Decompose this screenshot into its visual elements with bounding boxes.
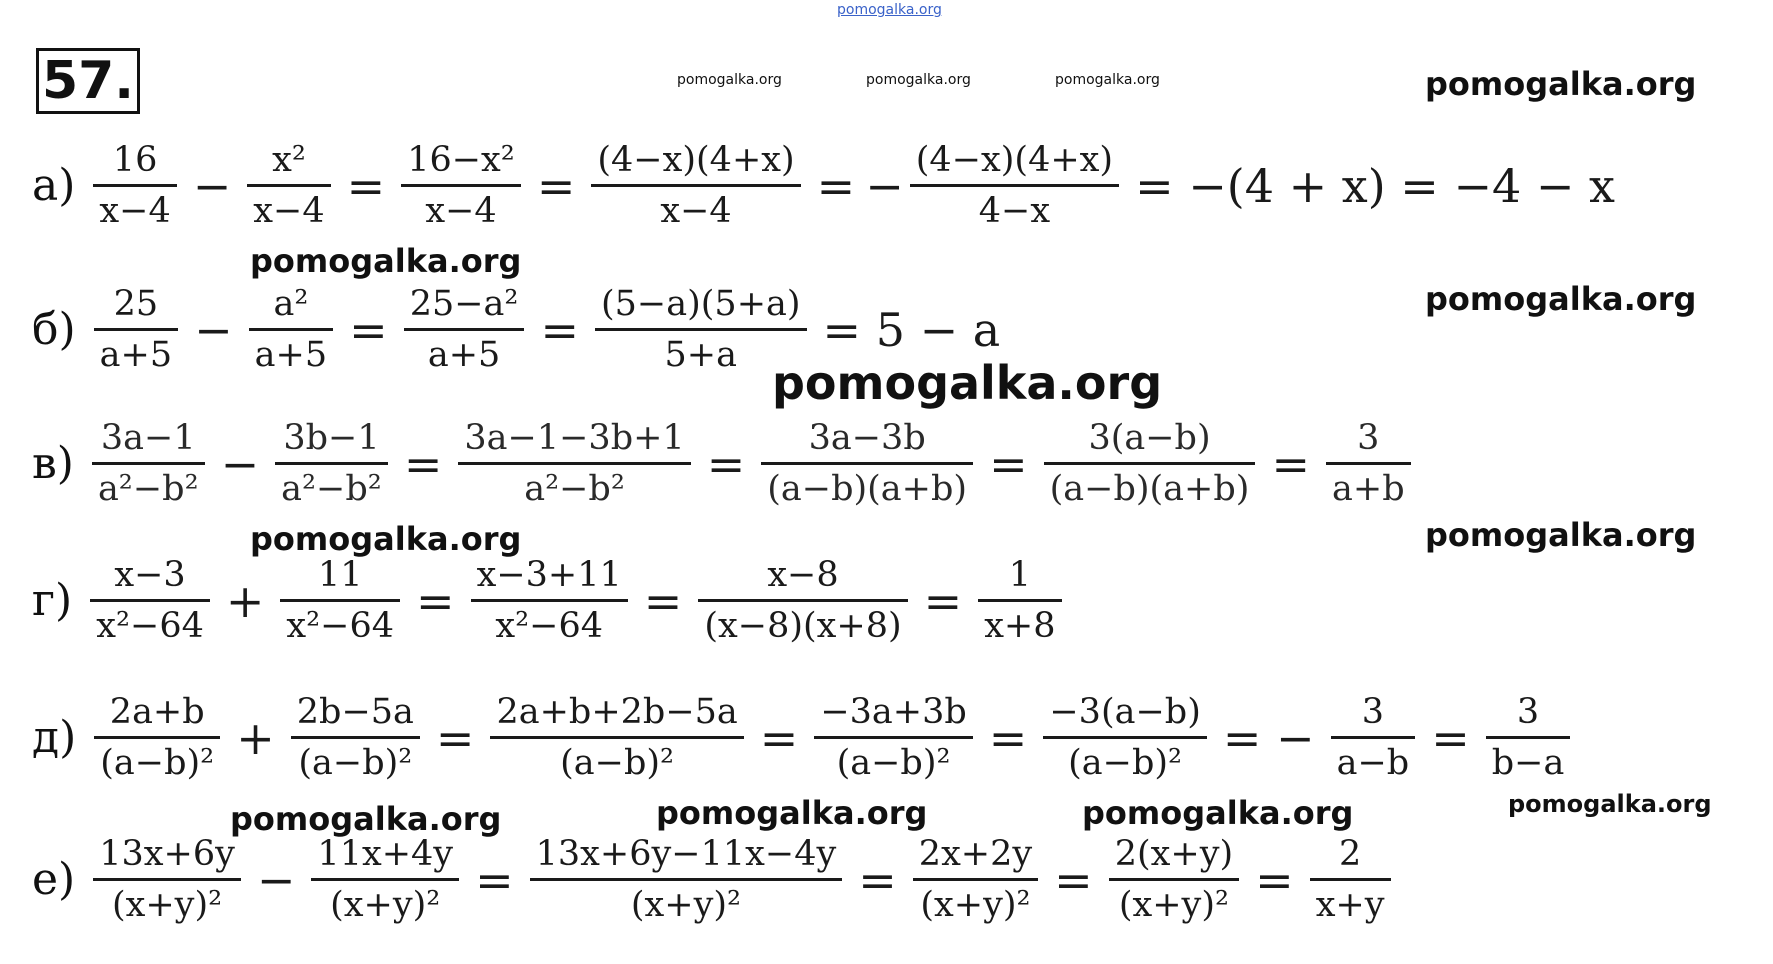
numerator: 13x+6y−11x−4y: [535, 834, 837, 874]
watermark-small: pomogalka.org: [866, 72, 971, 88]
watermark-medium: pomogalka.org: [1508, 790, 1712, 818]
denominator: a+5: [427, 335, 501, 375]
operator: −: [220, 436, 260, 491]
denominator: b−a: [1491, 743, 1565, 783]
denominator: x−4: [425, 191, 497, 231]
numerator: a²: [273, 284, 309, 324]
watermark-large: pomogalka.org: [1425, 65, 1697, 103]
operator: −: [256, 852, 296, 907]
watermark-large: pomogalka.org: [230, 800, 502, 838]
fraction: [93, 140, 176, 231]
denominator: (a−b)²: [298, 743, 413, 783]
equals-sign: =: [858, 852, 897, 907]
task-number: 57.: [36, 48, 140, 114]
fraction: [530, 834, 843, 925]
watermark-large: pomogalka.org: [1425, 280, 1697, 318]
denominator: a²−b²: [524, 469, 625, 509]
denominator: x−4: [99, 191, 171, 231]
equals-sign: =: [1271, 436, 1310, 491]
fraction: [1331, 692, 1416, 783]
row-label: е): [32, 854, 76, 905]
equals-sign: =: [1431, 710, 1470, 765]
denominator: a+b: [1332, 469, 1405, 509]
fraction: [761, 418, 973, 509]
denominator: a²−b²: [281, 469, 382, 509]
fraction: [814, 692, 972, 783]
denominator: (a−b)(a+b): [1049, 469, 1250, 509]
fraction: [249, 284, 333, 375]
equation-row-d: [32, 692, 1576, 783]
numerator: (4−x)(4+x): [597, 140, 795, 180]
numerator: 3: [1361, 692, 1385, 732]
numerator: 25−a²: [409, 284, 519, 324]
denominator: x²−64: [286, 606, 395, 646]
equals-sign: =: [536, 158, 576, 213]
denominator: (x+y)²: [920, 885, 1031, 925]
numerator: x−3: [114, 555, 186, 595]
fraction: [247, 140, 330, 231]
watermark-large: pomogalka.org: [1082, 794, 1354, 832]
fraction: [978, 555, 1061, 646]
numerator: 2x+2y: [918, 834, 1033, 874]
denominator: x−4: [660, 191, 732, 231]
watermark-large: pomogalka.org: [656, 794, 928, 832]
denominator: (a−b)²: [1068, 743, 1183, 783]
fraction: [913, 834, 1038, 925]
operator: +: [225, 573, 265, 628]
numerator: 2b−5a: [296, 692, 414, 732]
equals-sign: =: [540, 302, 579, 357]
numerator: 3: [1357, 418, 1380, 458]
row-label: б): [32, 304, 76, 355]
equals-sign: =: [643, 573, 683, 628]
fraction: [471, 555, 628, 646]
equation-row-g: [32, 555, 1068, 646]
fraction: [1326, 418, 1411, 509]
watermark-xlarge: pomogalka.org: [772, 356, 1163, 410]
fraction: [275, 418, 388, 509]
numerator: 25: [113, 284, 159, 324]
fraction: [94, 284, 178, 375]
numerator: x²: [272, 140, 306, 180]
denominator: (a−b)²: [836, 743, 951, 783]
numerator: 1: [1008, 555, 1031, 595]
equation-row-b: [32, 284, 1000, 375]
denominator: x²−64: [495, 606, 604, 646]
numerator: (4−x)(4+x): [915, 140, 1114, 180]
numerator: x−3+11: [476, 555, 622, 595]
denominator: (x+y)²: [330, 885, 441, 925]
fraction: [595, 284, 807, 375]
fraction: [311, 834, 459, 925]
row-label: а): [32, 160, 76, 211]
row-label: в): [32, 438, 74, 489]
numerator: 3a−1: [100, 418, 196, 458]
equals-sign: =: [989, 436, 1028, 491]
fraction: [910, 140, 1119, 231]
equals-sign: =: [816, 158, 856, 213]
equals-sign: =: [475, 852, 514, 907]
equals-sign: =: [346, 158, 386, 213]
watermark-small: pomogalka.org: [1055, 72, 1160, 88]
denominator: (x+y)²: [111, 885, 223, 925]
denominator: a²−b²: [97, 469, 199, 509]
numerator: −3(a−b): [1049, 692, 1201, 732]
fraction: [404, 284, 525, 375]
fraction: [1044, 418, 1256, 509]
numerator: 11x+4y: [317, 834, 454, 874]
numerator: 3a−3b: [808, 418, 926, 458]
row-label: г): [32, 575, 73, 626]
fraction: [698, 555, 907, 646]
denominator: x−4: [253, 191, 325, 231]
watermark-large: pomogalka.org: [250, 520, 522, 558]
operator: −: [194, 302, 233, 357]
numerator: 3b−1: [283, 418, 380, 458]
numerator: 2a+b+2b−5a: [496, 692, 738, 732]
denominator: a−b: [1336, 743, 1410, 783]
watermark-large: pomogalka.org: [250, 242, 522, 280]
equation-row-v: [32, 418, 1417, 509]
denominator: (a−b)(a+b): [767, 469, 968, 509]
fraction: [490, 692, 743, 783]
equals-sign: =: [1255, 852, 1294, 907]
denominator: x²−64: [96, 606, 204, 646]
fraction: [291, 692, 420, 783]
numerator: 16: [112, 140, 158, 180]
equals-minus-sign: = −: [1222, 710, 1315, 765]
numerator: −3a+3b: [820, 692, 967, 732]
fraction: [90, 555, 210, 646]
fraction: [1043, 692, 1207, 783]
fraction: [280, 555, 400, 646]
watermark-top-link[interactable]: pomogalka.org: [837, 2, 942, 18]
equals-sign: =: [988, 710, 1028, 765]
denominator: (x+y)²: [630, 885, 742, 925]
equals-sign: =: [403, 436, 443, 491]
fraction: [92, 418, 205, 509]
fraction: [94, 692, 220, 783]
denominator: a+5: [99, 335, 173, 375]
result-expression: = 5 − a: [822, 302, 1001, 357]
row-label: д): [32, 712, 77, 763]
numerator: 3: [1516, 692, 1540, 732]
numerator: (5−a)(5+a): [601, 284, 801, 324]
result-expression: = −(4 + x) = −4 − x: [1135, 158, 1615, 213]
fraction: [93, 834, 241, 925]
fraction: [401, 140, 521, 231]
equals-sign: =: [706, 436, 746, 491]
denominator: 5+a: [664, 335, 737, 375]
operator: +: [236, 710, 275, 765]
numerator: 2: [1338, 834, 1362, 874]
watermark-large: pomogalka.org: [1425, 516, 1697, 554]
denominator: x+y: [1315, 885, 1385, 925]
denominator: (x+y)²: [1118, 885, 1230, 925]
fraction: [591, 140, 800, 231]
numerator: 11: [317, 555, 363, 595]
denominator: 4−x: [978, 191, 1051, 231]
equals-sign: =: [923, 573, 963, 628]
minus-sign: −: [865, 158, 904, 213]
denominator: (x−8)(x+8): [704, 606, 902, 646]
numerator: 2a+b: [109, 692, 205, 732]
numerator: 2(x+y): [1114, 834, 1234, 874]
numerator: 3a−1−3b+1: [464, 418, 685, 458]
equation-row-e: [32, 834, 1397, 925]
watermark-small: pomogalka.org: [677, 72, 782, 88]
equals-sign: =: [349, 302, 388, 357]
equals-sign: =: [416, 573, 455, 628]
equals-sign: =: [1054, 852, 1093, 907]
fraction: [1486, 692, 1571, 783]
fraction: [1109, 834, 1239, 925]
denominator: a+5: [254, 335, 328, 375]
equation-row-a: [32, 140, 1615, 231]
numerator: x−8: [767, 555, 839, 595]
equals-sign: =: [759, 710, 799, 765]
numerator: 13x+6y: [99, 834, 235, 874]
numerator: 16−x²: [407, 140, 515, 180]
numerator: 3(a−b): [1088, 418, 1211, 458]
denominator: (a−b)²: [100, 743, 215, 783]
operator: −: [192, 158, 232, 213]
equals-sign: =: [435, 710, 475, 765]
denominator: x+8: [984, 606, 1056, 646]
fraction: [1310, 834, 1391, 925]
denominator: (a−b)²: [560, 743, 675, 783]
fraction: [458, 418, 690, 509]
